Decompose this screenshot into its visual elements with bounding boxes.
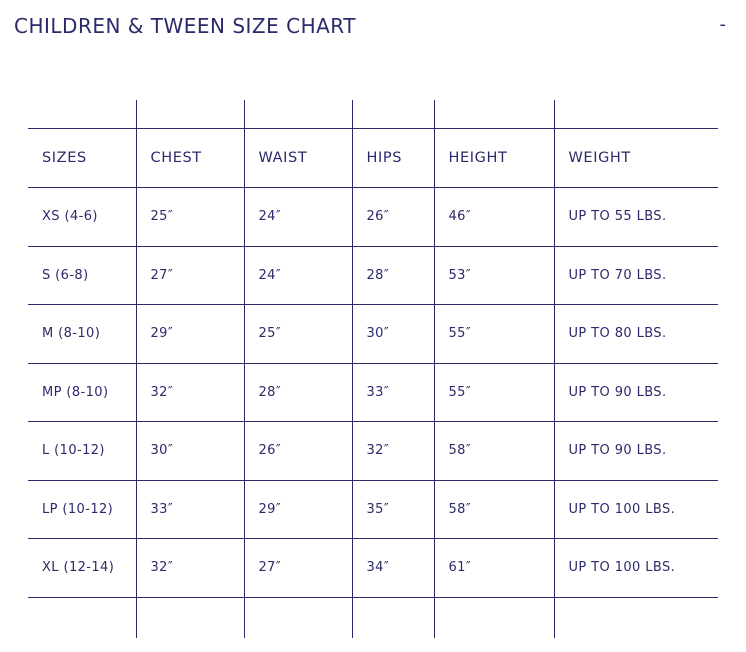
cell-waist: 24″ bbox=[244, 188, 352, 247]
cell-hips: 33″ bbox=[352, 363, 434, 422]
spacer-cell bbox=[434, 597, 554, 638]
page-title: CHILDREN & TWEEN SIZE CHART bbox=[14, 14, 356, 38]
spacer-cell bbox=[244, 597, 352, 638]
cell-hips: 32″ bbox=[352, 422, 434, 481]
cell-chest: 33″ bbox=[136, 480, 244, 539]
cell-weight: UP TO 100 LBS. bbox=[554, 539, 718, 598]
spacer-cell bbox=[554, 100, 718, 129]
cell-waist: 24″ bbox=[244, 246, 352, 305]
cell-weight: UP TO 70 LBS. bbox=[554, 246, 718, 305]
spacer-cell bbox=[136, 597, 244, 638]
table-header-row bbox=[28, 129, 718, 188]
cell-height: 58″ bbox=[434, 422, 554, 481]
cell-hips: 35″ bbox=[352, 480, 434, 539]
cell-waist: 29″ bbox=[244, 480, 352, 539]
cell-weight: UP TO 90 LBS. bbox=[554, 422, 718, 481]
table-row bbox=[28, 422, 718, 481]
size-chart-table bbox=[28, 100, 718, 638]
size-table-container bbox=[28, 100, 718, 638]
cell-size: XL (12-14) bbox=[28, 539, 136, 598]
column-header-hips: HIPS bbox=[352, 129, 434, 188]
spacer-cell bbox=[136, 100, 244, 129]
table-top-spacer-row bbox=[28, 100, 718, 129]
cell-size: LP (10-12) bbox=[28, 480, 136, 539]
cell-waist: 28″ bbox=[244, 363, 352, 422]
cell-waist: 26″ bbox=[244, 422, 352, 481]
cell-height: 46″ bbox=[434, 188, 554, 247]
cell-chest: 30″ bbox=[136, 422, 244, 481]
spacer-cell bbox=[352, 597, 434, 638]
cell-chest: 32″ bbox=[136, 539, 244, 598]
column-header-waist: WAIST bbox=[244, 129, 352, 188]
cell-waist: 27″ bbox=[244, 539, 352, 598]
chart-header bbox=[14, 14, 732, 38]
spacer-cell bbox=[434, 100, 554, 129]
table-row bbox=[28, 188, 718, 247]
table-row bbox=[28, 363, 718, 422]
cell-chest: 29″ bbox=[136, 305, 244, 364]
table-row bbox=[28, 246, 718, 305]
column-header-chest: CHEST bbox=[136, 129, 244, 188]
cell-height: 55″ bbox=[434, 363, 554, 422]
table-row bbox=[28, 480, 718, 539]
cell-chest: 27″ bbox=[136, 246, 244, 305]
cell-size: S (6-8) bbox=[28, 246, 136, 305]
spacer-cell bbox=[352, 100, 434, 129]
cell-chest: 25″ bbox=[136, 188, 244, 247]
table-row bbox=[28, 305, 718, 364]
cell-hips: 30″ bbox=[352, 305, 434, 364]
cell-size: XS (4-6) bbox=[28, 188, 136, 247]
cell-hips: 28″ bbox=[352, 246, 434, 305]
cell-hips: 26″ bbox=[352, 188, 434, 247]
cell-size: M (8-10) bbox=[28, 305, 136, 364]
cell-size: MP (8-10) bbox=[28, 363, 136, 422]
cell-height: 58″ bbox=[434, 480, 554, 539]
cell-weight: UP TO 90 LBS. bbox=[554, 363, 718, 422]
cell-height: 53″ bbox=[434, 246, 554, 305]
spacer-cell bbox=[28, 597, 136, 638]
cell-chest: 32″ bbox=[136, 363, 244, 422]
cell-hips: 34″ bbox=[352, 539, 434, 598]
cell-weight: UP TO 80 LBS. bbox=[554, 305, 718, 364]
table-row bbox=[28, 539, 718, 598]
cell-weight: UP TO 100 LBS. bbox=[554, 480, 718, 539]
collapse-toggle-button[interactable]: - bbox=[719, 14, 726, 35]
column-header-height: HEIGHT bbox=[434, 129, 554, 188]
cell-size: L (10-12) bbox=[28, 422, 136, 481]
cell-height: 61″ bbox=[434, 539, 554, 598]
column-header-sizes: SIZES bbox=[28, 129, 136, 188]
cell-waist: 25″ bbox=[244, 305, 352, 364]
column-header-weight: WEIGHT bbox=[554, 129, 718, 188]
table-bottom-spacer-row bbox=[28, 597, 718, 638]
spacer-cell bbox=[554, 597, 718, 638]
cell-height: 55″ bbox=[434, 305, 554, 364]
spacer-cell bbox=[244, 100, 352, 129]
spacer-cell bbox=[28, 100, 136, 129]
cell-weight: UP TO 55 LBS. bbox=[554, 188, 718, 247]
